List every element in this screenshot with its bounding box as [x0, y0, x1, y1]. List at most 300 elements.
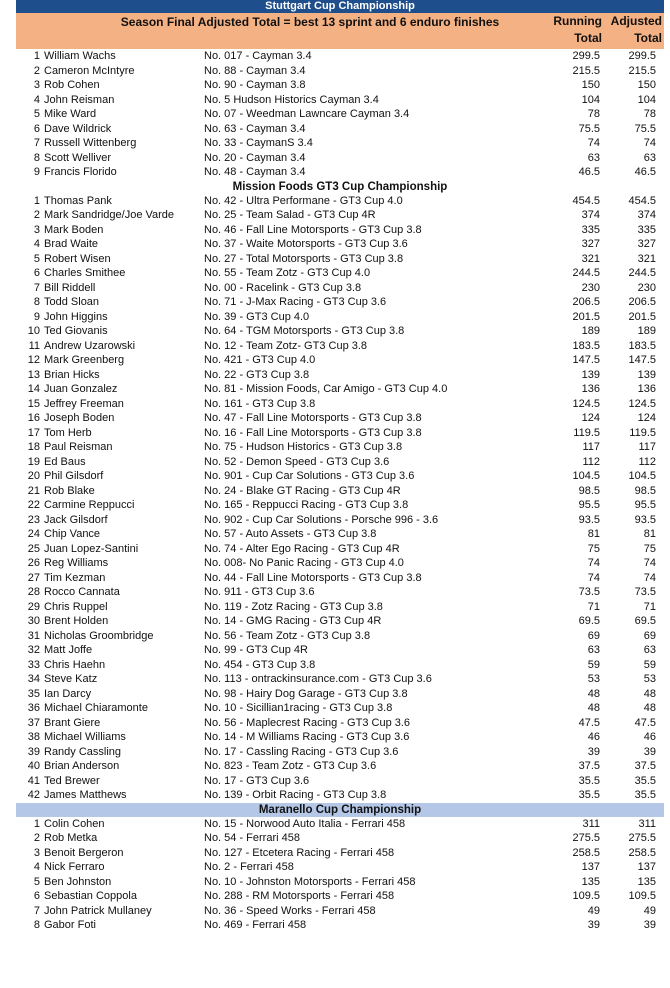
position-cell: 37 [27, 716, 40, 729]
running-total-cell: 104.5 [572, 470, 600, 482]
running-total-header: Running Total [553, 14, 602, 45]
driver-name-cell: Mark Sandridge/Joe Varde [44, 209, 175, 221]
driver-name-cell: Gabor Foti [44, 919, 96, 931]
driver-name-cell: Chip Vance [44, 528, 101, 540]
table-row [16, 745, 664, 760]
car-entry-cell: No. 39 - GT3 Cup 4.0 [204, 310, 310, 323]
driver-name-cell: Rob Metka [44, 832, 98, 844]
driver-name-cell: Todd Sloan [44, 296, 100, 308]
running-total-cell: 150 [581, 79, 600, 91]
table-row [16, 368, 664, 383]
car-entry-cell: No. 88 - Cayman 3.4 [204, 64, 306, 77]
car-entry-cell: No. 22 - GT3 Cup 3.8 [204, 368, 310, 381]
driver-name-cell: Mark Boden [44, 223, 104, 236]
position-cell: 24 [27, 528, 40, 540]
table-row [16, 64, 664, 79]
car-entry-cell: No. 10 - Sicillian1racing - GT3 Cup 3.8 [204, 702, 393, 714]
driver-name-cell: Tom Herb [44, 426, 92, 439]
running-total-cell: 335 [581, 223, 600, 236]
driver-name-cell: Sebastian Coppola [44, 890, 137, 902]
adjusted-total-cell: 299.5 [628, 50, 656, 62]
position-cell: 19 [27, 455, 40, 468]
running-total-cell: 139 [581, 368, 600, 381]
driver-name-cell: Bill Riddell [44, 281, 96, 294]
car-entry-cell: No. 911 - GT3 Cup 3.6 [204, 586, 315, 598]
driver-name-cell: Brent Holden [44, 615, 109, 627]
adjusted-total-cell: 46 [643, 731, 656, 743]
table-row [16, 614, 664, 629]
table-row [16, 643, 664, 658]
table-row [16, 687, 664, 702]
car-entry-cell: No. 127 - Etcetera Racing - Ferrari 458 [204, 846, 395, 859]
position-cell: 9 [33, 166, 40, 178]
car-entry-cell: No. 44 - Fall Line Motorsports - GT3 Cup 3.8 [204, 571, 422, 584]
adjusted-total-cell: 74 [643, 137, 656, 149]
driver-name-cell: John Patrick Mullaney [44, 904, 152, 917]
driver-name-cell: Steve Katz [44, 673, 98, 685]
adjusted-total-cell: 206.5 [628, 296, 656, 308]
position-cell: 13 [27, 368, 40, 381]
running-total-cell: 137 [581, 861, 600, 873]
car-entry-cell: No. 14 - GMG Racing - GT3 Cup 4R [204, 615, 382, 627]
running-total-cell: 258.5 [572, 846, 600, 859]
position-cell: 16 [27, 412, 40, 424]
table-row [16, 208, 664, 223]
car-entry-cell: No. 56 - Team Zotz - GT3 Cup 3.8 [204, 629, 371, 642]
table-row [16, 426, 664, 441]
car-entry-cell: No. 119 - Zotz Racing - GT3 Cup 3.8 [204, 600, 383, 613]
adjusted-total-cell: 46.5 [634, 166, 656, 178]
driver-name-cell: Brant Giere [44, 716, 101, 729]
car-entry-cell: No. 901 - Cup Car Solutions - GT3 Cup 3.6 [204, 470, 415, 482]
driver-name-cell: Charles Smithee [44, 267, 126, 279]
position-cell: 4 [33, 238, 40, 250]
table-row [16, 324, 664, 339]
running-total-cell: 124.5 [572, 397, 600, 410]
table-row [16, 629, 664, 644]
car-entry-cell: No. 165 - Reppucci Racing - GT3 Cup 3.8 [204, 499, 409, 511]
table-row [16, 889, 664, 904]
driver-name-cell: Randy Cassling [44, 745, 122, 758]
car-entry-cell: No. 57 - Auto Assets - GT3 Cup 3.8 [204, 528, 377, 540]
running-total-cell: 35.5 [578, 774, 600, 787]
table-row [16, 455, 664, 470]
running-total-cell: 37.5 [578, 760, 600, 772]
running-total-cell: 59 [587, 658, 600, 671]
position-cell: 14 [27, 383, 40, 395]
car-entry-cell: No. 017 - Cayman 3.4 [204, 50, 312, 62]
running-total-cell: 327 [581, 238, 600, 250]
position-cell: 41 [27, 774, 40, 787]
running-total-cell: 63 [587, 644, 600, 656]
car-entry-cell: No. 98 - Hairy Dog Garage - GT3 Cup 3.8 [204, 687, 408, 700]
driver-name-cell: Paul Reisman [44, 441, 113, 453]
adjusted-total-cell: 137 [637, 861, 656, 873]
car-entry-cell: No. 47 - Fall Line Motorsports - GT3 Cup 3.8 [204, 412, 422, 424]
driver-name-cell: Andrew Uzarowski [44, 339, 136, 352]
driver-name-cell: Juan Lopez-Santini [44, 542, 139, 555]
position-cell: 4 [33, 861, 40, 873]
adjusted-total-cell: 374 [637, 209, 656, 221]
running-total-cell: 74 [587, 557, 600, 569]
driver-name-cell: John Reisman [44, 93, 115, 106]
car-entry-cell: No. 25 - Team Salad - GT3 Cup 4R [204, 209, 376, 221]
table-row [16, 556, 664, 571]
adjusted-total-cell: 63 [643, 151, 656, 164]
adjusted-total-cell: 104 [637, 93, 656, 106]
adjusted-total-cell: 112 [638, 455, 656, 468]
car-entry-cell: No. 14 - M Williams Racing - GT3 Cup 3.6 [204, 731, 410, 743]
adjusted-total-cell: 215.5 [628, 64, 656, 77]
position-cell: 2 [33, 209, 40, 221]
adjusted-total-cell: 47.5 [634, 716, 656, 729]
driver-name-cell: Joseph Boden [44, 412, 115, 424]
adjusted-total-cell: 75.5 [634, 122, 656, 135]
driver-name-cell: Mark Greenberg [44, 354, 125, 366]
adjusted-total-cell: 104.5 [628, 470, 656, 482]
running-total-cell: 63 [587, 151, 600, 164]
standings-sheet [16, 0, 664, 933]
running-total-cell: 75.5 [578, 122, 600, 135]
table-row [16, 107, 664, 122]
table-row [16, 860, 664, 875]
driver-name-cell: Rob Blake [44, 484, 95, 497]
position-cell: 8 [33, 919, 40, 931]
car-entry-cell: No. 16 - Fall Line Motorsports - GT3 Cup 3.8 [204, 426, 422, 439]
position-cell: 10 [27, 325, 40, 337]
table-row [16, 353, 664, 368]
position-cell: 3 [33, 223, 40, 236]
running-total-cell: 53 [587, 673, 600, 685]
table-row [16, 469, 664, 484]
position-cell: 42 [27, 789, 40, 801]
driver-name-cell: Tim Kezman [44, 571, 106, 584]
adjusted-total-cell: 230 [637, 281, 656, 294]
driver-name-cell: Russell Wittenberg [44, 137, 137, 149]
table-row [16, 846, 664, 861]
car-entry-cell: No. 2 - Ferrari 458 [204, 861, 294, 873]
car-entry-cell: No. 15 - Norwood Auto Italia - Ferrari 458 [204, 817, 406, 830]
driver-name-cell: Colin Cohen [44, 817, 105, 830]
driver-name-cell: Michael Chiaramonte [44, 702, 148, 714]
running-total-cell: 78 [587, 108, 600, 120]
position-cell: 28 [27, 586, 40, 598]
table-row [16, 281, 664, 296]
driver-name-cell: Scott Welliver [44, 151, 112, 164]
car-entry-cell: No. 74 - Alter Ego Racing - GT3 Cup 4R [204, 542, 400, 555]
car-entry-cell: No. 10 - Johnston Motorsports - Ferrari 458 [204, 875, 416, 888]
position-cell: 7 [33, 137, 40, 149]
running-total-cell: 49 [587, 904, 600, 917]
table-row [16, 237, 664, 252]
position-cell: 2 [33, 832, 40, 844]
car-entry-cell: No. 46 - Fall Line Motorsports - GT3 Cup 3.8 [204, 223, 422, 236]
car-entry-cell: No. 902 - Cup Car Solutions - Porsche 996 - 3.6 [204, 513, 439, 526]
adjusted-total-cell: 74 [643, 571, 656, 584]
car-entry-cell: No. 71 - J-Max Racing - GT3 Cup 3.6 [204, 296, 387, 308]
adjusted-total-cell: 69.5 [634, 615, 656, 627]
mission-standings [16, 194, 664, 803]
car-entry-cell: No. 00 - Racelink - GT3 Cup 3.8 [204, 281, 362, 294]
driver-name-cell: Francis Florido [44, 166, 117, 178]
table-row [16, 774, 664, 789]
table-row [16, 310, 664, 325]
position-cell: 5 [33, 875, 40, 888]
driver-name-cell: William Wachs [44, 50, 116, 62]
adjusted-total-cell: 39 [643, 919, 656, 931]
driver-name-cell: Michael Williams [44, 731, 126, 743]
running-total-cell: 275.5 [572, 832, 600, 844]
running-total-cell: 117 [582, 441, 600, 453]
position-cell: 25 [27, 542, 40, 555]
table-row [16, 571, 664, 586]
position-cell: 7 [33, 281, 40, 294]
position-cell: 4 [33, 93, 40, 106]
adjusted-total-cell: 136 [637, 383, 656, 395]
adjusted-total-cell: 135 [637, 875, 656, 888]
adjusted-total-cell: 71 [643, 600, 656, 613]
car-entry-cell: No. 64 - TGM Motorsports - GT3 Cup 3.8 [204, 325, 405, 337]
maranello-section-title: Maranello Cup Championship [16, 803, 664, 817]
car-entry-cell: No. 24 - Blake GT Racing - GT3 Cup 4R [204, 484, 401, 497]
position-cell: 5 [33, 108, 40, 120]
table-row [16, 875, 664, 890]
position-cell: 33 [27, 658, 40, 671]
table-row [16, 223, 664, 238]
table-row [16, 527, 664, 542]
table-row [16, 93, 664, 108]
table-row [16, 484, 664, 499]
car-entry-cell: No. 54 - Ferrari 458 [204, 832, 300, 844]
running-total-cell: 230 [581, 281, 600, 294]
adjusted-total-cell: 75 [643, 542, 656, 555]
adjusted-total-cell: 37.5 [634, 760, 656, 772]
position-cell: 12 [27, 354, 40, 366]
running-total-cell: 74 [587, 137, 600, 149]
position-cell: 2 [33, 64, 40, 77]
position-cell: 11 [28, 339, 40, 352]
table-row [16, 817, 664, 832]
car-entry-cell: No. 20 - Cayman 3.4 [204, 151, 306, 164]
driver-name-cell: Ted Giovanis [44, 325, 108, 337]
table-row [16, 440, 664, 455]
driver-name-cell: Ted Brewer [44, 774, 100, 787]
table-row [16, 397, 664, 412]
table-row [16, 600, 664, 615]
table-row [16, 759, 664, 774]
driver-name-cell: Chris Ruppel [44, 600, 108, 613]
table-row [16, 49, 664, 64]
mission-section-title: Mission Foods GT3 Cup Championship [16, 180, 664, 194]
driver-name-cell: Matt Joffe [44, 644, 93, 656]
driver-name-cell: Phil Gilsdorf [44, 470, 104, 482]
running-total-cell: 69.5 [578, 615, 600, 627]
running-total-cell: 201.5 [572, 310, 600, 323]
table-row [16, 918, 664, 933]
running-total-cell: 206.5 [572, 296, 600, 308]
position-cell: 21 [27, 484, 40, 497]
running-total-cell: 299.5 [572, 50, 600, 62]
car-entry-cell: No. 81 - Mission Foods, Car Amigo - GT3 Cup 4.0 [204, 383, 448, 395]
running-total-cell: 46.5 [578, 166, 600, 178]
adjusted-total-cell: 147.5 [628, 354, 656, 366]
adjusted-total-cell: 74 [643, 557, 656, 569]
driver-name-cell: Jack Gilsdorf [44, 513, 108, 526]
driver-name-cell: Chris Haehn [44, 658, 106, 671]
adjusted-total-cell: 124 [637, 412, 656, 424]
running-total-cell: 119.5 [573, 426, 600, 439]
position-cell: 39 [27, 745, 40, 758]
table-row [16, 266, 664, 281]
position-cell: 36 [27, 702, 40, 714]
position-cell: 20 [27, 470, 40, 482]
table-row [16, 295, 664, 310]
running-total-cell: 136 [581, 383, 600, 395]
running-total-cell: 189 [581, 325, 600, 337]
driver-name-cell: Dave Wildrick [44, 122, 112, 135]
position-cell: 8 [33, 151, 40, 164]
adjusted-total-cell: 95.5 [634, 499, 656, 511]
car-entry-cell: No. 27 - Total Motorsports - GT3 Cup 3.8 [204, 252, 404, 265]
car-entry-cell: No. 52 - Demon Speed - GT3 Cup 3.6 [204, 455, 390, 468]
stuttgart-standings [16, 49, 664, 180]
driver-name-cell: Rocco Cannata [44, 586, 120, 598]
running-total-cell: 135 [581, 875, 600, 888]
table-row [16, 658, 664, 673]
stuttgart-banner: Stuttgart Cup Championship [16, 0, 664, 13]
driver-name-cell: Reg Williams [44, 557, 109, 569]
position-cell: 34 [27, 673, 40, 685]
adjusted-total-cell: 39 [643, 745, 656, 758]
position-cell: 3 [33, 79, 40, 91]
running-total-cell: 74 [587, 571, 600, 584]
position-cell: 18 [27, 441, 40, 453]
driver-name-cell: Carmine Reppucci [44, 499, 135, 511]
adjusted-total-cell: 117 [638, 441, 656, 453]
table-row [16, 165, 664, 180]
car-entry-cell: No. 99 - GT3 Cup 4R [204, 644, 308, 656]
driver-name-cell: Brad Waite [44, 238, 99, 250]
running-total-cell: 81 [587, 528, 600, 540]
adjusted-total-cell: 275.5 [628, 832, 656, 844]
position-cell: 1 [33, 50, 40, 62]
car-entry-cell: No. 161 - GT3 Cup 3.8 [204, 397, 316, 410]
position-cell: 6 [33, 890, 40, 902]
table-row [16, 788, 664, 803]
adjusted-total-cell: 109.5 [628, 890, 656, 902]
car-entry-cell: No. 139 - Orbit Racing - GT3 Cup 3.8 [204, 789, 387, 801]
driver-name-cell: Benoit Bergeron [44, 846, 124, 859]
car-entry-cell: No. 454 - GT3 Cup 3.8 [204, 658, 316, 671]
position-cell: 23 [27, 513, 40, 526]
driver-name-cell: Juan Gonzalez [44, 383, 118, 395]
position-cell: 30 [27, 615, 40, 627]
adjusted-total-cell: 139 [637, 368, 656, 381]
car-entry-cell: No. 56 - Maplecrest Racing - GT3 Cup 3.6 [204, 716, 411, 729]
car-entry-cell: No. 75 - Hudson Historics - GT3 Cup 3.8 [204, 441, 403, 453]
running-total-cell: 48 [587, 702, 600, 714]
adjusted-total-cell: 59 [643, 658, 656, 671]
table-row [16, 585, 664, 600]
position-cell: 6 [33, 122, 40, 135]
driver-name-cell: Brian Hicks [44, 368, 100, 381]
table-row [16, 136, 664, 151]
driver-name-cell: Thomas Pank [44, 194, 112, 207]
running-total-cell: 374 [581, 209, 600, 221]
running-total-cell: 311 [582, 817, 600, 830]
car-entry-cell: No. 421 - GT3 Cup 4.0 [204, 354, 316, 366]
running-total-cell: 95.5 [578, 499, 600, 511]
running-total-cell: 104 [581, 93, 600, 106]
driver-name-cell: Rob Cohen [44, 79, 100, 91]
car-entry-cell: No. 12 - Team Zotz- GT3 Cup 3.8 [204, 339, 368, 352]
driver-name-cell: Ben Johnston [44, 875, 112, 888]
adjusted-total-cell: 48 [643, 702, 656, 714]
position-cell: 7 [33, 904, 40, 917]
table-row [16, 78, 664, 93]
adjusted-total-cell: 258.5 [628, 846, 656, 859]
car-entry-cell: No. 17 - GT3 Cup 3.6 [204, 774, 310, 787]
adjusted-total-cell: 335 [637, 223, 656, 236]
table-row [16, 701, 664, 716]
driver-name-cell: Ian Darcy [44, 687, 92, 700]
driver-name-cell: Cameron McIntyre [44, 64, 135, 77]
driver-name-cell: Nick Ferraro [44, 861, 105, 873]
car-entry-cell: No. 008- No Panic Racing - GT3 Cup 4.0 [204, 557, 404, 569]
position-cell: 29 [27, 600, 40, 613]
adjusted-total-cell: 35.5 [634, 774, 656, 787]
adjusted-total-cell: 53 [643, 673, 656, 685]
table-row [16, 122, 664, 137]
position-cell: 9 [33, 310, 40, 323]
running-total-cell: 46 [587, 731, 600, 743]
adjusted-total-cell: 244.5 [628, 267, 656, 279]
position-cell: 38 [27, 731, 40, 743]
running-total-cell: 147.5 [572, 354, 600, 366]
car-entry-cell: No. 33 - CaymanS 3.4 [204, 137, 313, 149]
driver-name-cell: Ed Baus [44, 455, 86, 468]
adjusted-total-cell: 189 [637, 325, 656, 337]
table-row [16, 339, 664, 354]
car-entry-cell: No. 823 - Team Zotz - GT3 Cup 3.6 [204, 760, 377, 772]
car-entry-cell: No. 5 Hudson Historics Cayman 3.4 [204, 93, 379, 106]
running-total-cell: 109.5 [572, 890, 600, 902]
maranello-standings [16, 817, 664, 933]
car-entry-cell: No. 113 - ontrackinsurance.com - GT3 Cup 3.6 [204, 673, 432, 685]
car-entry-cell: No. 36 - Speed Works - Ferrari 458 [204, 904, 376, 917]
adjusted-total-cell: 78 [643, 108, 656, 120]
adjusted-total-cell: 454.5 [628, 194, 656, 207]
car-entry-cell: No. 55 - Team Zotz - GT3 Cup 4.0 [204, 267, 371, 279]
car-entry-cell: No. 469 - Ferrari 458 [204, 919, 307, 931]
adjusted-total-cell: 311 [638, 817, 656, 830]
table-row [16, 831, 664, 846]
running-total-cell: 39 [587, 919, 600, 931]
table-row [16, 411, 664, 426]
position-cell: 26 [27, 557, 40, 569]
position-cell: 17 [27, 426, 40, 439]
adjusted-total-cell: 49 [643, 904, 656, 917]
adjusted-total-cell: 150 [637, 79, 656, 91]
adjusted-total-cell: 124.5 [628, 397, 656, 410]
adjusted-total-cell: 48 [643, 687, 656, 700]
adjusted-total-cell: 35.5 [634, 789, 656, 801]
table-row [16, 382, 664, 397]
table-row [16, 498, 664, 513]
running-total-cell: 71 [587, 600, 600, 613]
table-row [16, 542, 664, 557]
car-entry-cell: No. 288 - RM Motorsports - Ferrari 458 [204, 890, 395, 902]
